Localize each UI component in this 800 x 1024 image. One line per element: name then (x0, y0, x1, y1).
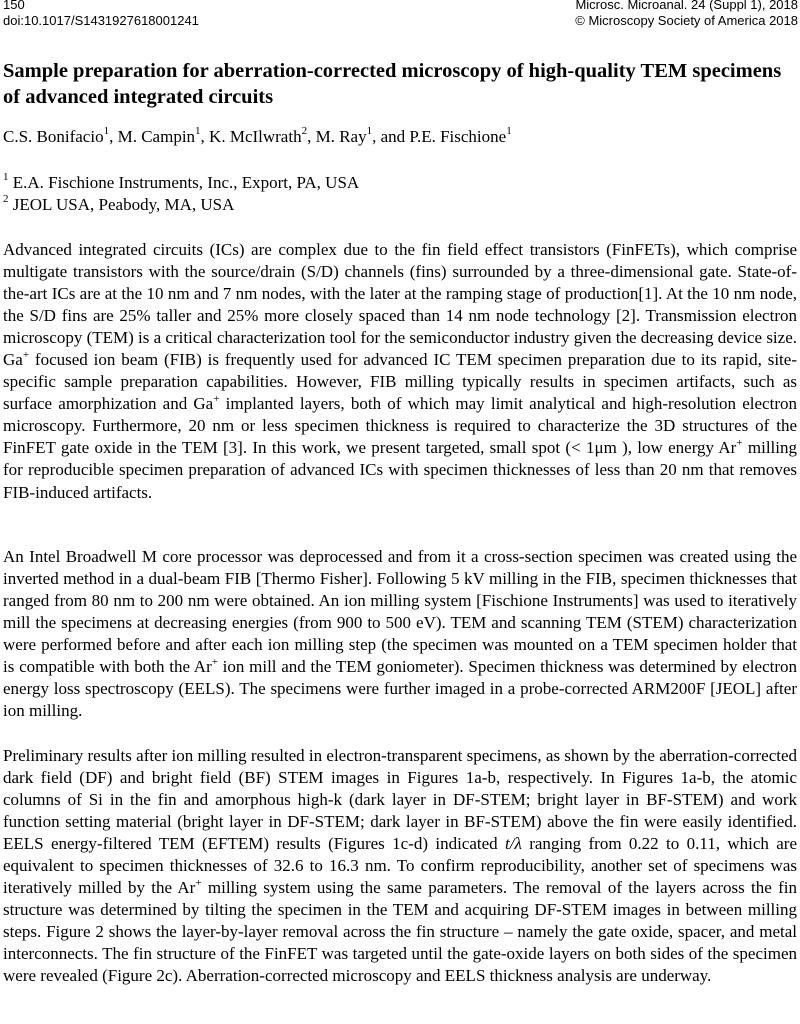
author-name: C.S. Bonifacio (3, 127, 104, 146)
italic-symbol: t/λ (505, 834, 522, 854)
affiliation-1 (3, 172, 793, 194)
author-affiliation-mark: 2 (301, 125, 308, 138)
affiliation-text: JEOL USA, Peabody, MA, USA (12, 195, 235, 214)
text-run: ion mill and the TEM goniometer). Specimen thickness was determined by electron energy loss spectroscopy (EELS). The specimens were further imaged in a probe-corrected ARM200F [JEOL] after ion milling. (3, 657, 797, 721)
author-affiliation-mark: 1 (103, 125, 110, 138)
author-affiliation-mark: 1 (366, 125, 373, 138)
superscript: + (195, 876, 202, 889)
author-name: K. McIlwrath (209, 127, 302, 146)
text-run: milling for reproducible specimen preparation of advanced ICs with specimen thicknesses of less than 20 nm that removes FIB-induced artifacts. (3, 438, 797, 502)
doi: doi:10.1017/S1431927618001241 (3, 13, 199, 28)
superscript: + (22, 348, 30, 361)
text-run: An Intel Broadwell M core processor was deprocessed and from it a cross-section specimen was created using the inverted method in a dual-beam FIB [Thermo Fisher]. Following 5 kV milling in the FIB, specimen thicknesses that ranged from 80 nm to 200 nm were obtained. An ion milling system [Fischione Instruments] was used to iteratively mill the specimens at decreasing energies (from 900 to 500 eV). TEM and scanning TEM (STEM) characterization were performed before and after each ion milling step (the specimen was mounted on a TEM specimen holder that is compatible with both the Ar (3, 547, 797, 677)
author-separator: , and (372, 127, 410, 146)
author-separator: , (307, 127, 316, 146)
paper-title: Sample preparation for aberration-corrected microscopy of high-quality TEM specimens of advanced integrated circuits (3, 60, 782, 108)
text-run: focused ion beam (FIB) is frequently used for advanced IC TEM specimen preparation due to its rapid, site-specific sample preparation capabilities. However, FIB milling typically results in specimen artifacts, such as surface amorphization and Ga (3, 350, 797, 414)
copyright: © Microscopy Society of America 2018 (575, 13, 798, 28)
affiliation-number: 2 (3, 193, 9, 206)
affiliation-2 (3, 194, 793, 216)
body-paragraph-results (3, 745, 797, 988)
header-right (575, 0, 798, 29)
author-affiliation-mark: 1 (506, 125, 512, 138)
superscript: + (736, 436, 743, 449)
author-name: M. Ray (315, 127, 367, 146)
text-run: milling system using the same parameters. The removal of the layers across the fin structure was determined by tilting the specimen in the TEM and acquiring DF-STEM images in between milling steps. Figure 2 shows the layer-by-layer removal across the fin structure – namely the gate oxide, spacer, and metal interconnects. The fin structure of the FinFET was targeted until the gate-oxide layers on both sides of the specimen were revealed (Figure 2c). Aberration-corrected microscopy and EELS thickness analysis are underway. (3, 878, 797, 986)
text-run: Preliminary results after ion milling resulted in electron-transparent specimens, as shown by the aberration-corrected dark field (DF) and bright field (BF) STEM images in Figures 1a-b, respectively. In Figures 1a-b, the atomic columns of Si in the fin and amorphous high-k (dark layer in DF-STEM; bright layer in BF-STEM) and work function setting material (bright layer in DF-STEM; dark layer in BF-STEM) above the fin were easily identified. EELS energy-filtered TEM (EFTEM) results (Figures 1c-d) indicated (3, 746, 798, 854)
author-name: M. Campin (117, 127, 196, 146)
body-paragraph-methods (3, 546, 797, 722)
header-left (3, 0, 199, 29)
author-name: P.E. Fischione (409, 127, 507, 146)
text-run: ranging from 0.22 to 0.11, which are equivalent to specimen thicknesses of 32.6 to 16.3 nm. To confirm reproducibility, another set of specimens was iteratively milled by the Ar (3, 834, 797, 898)
affiliation-text: E.A. Fischione Instruments, Inc., Export, PA, USA (12, 173, 360, 192)
author-separator: , (200, 127, 210, 146)
journal-citation: Microsc. Microanal. 24 (Suppl 1), 2018 (575, 0, 798, 12)
author-separator: , (109, 127, 118, 146)
body-paragraph-introduction (3, 239, 797, 504)
text-run: implanted layers, both of which may limit analytical and high-resolution electron microscopy. Furthermore, 20 nm or less specimen thickness is required to characterize the 3D structures of the FinFET gate oxide in the TEM [3]. In this work, we present targeted, small spot (< 1μm ), low energy Ar (3, 394, 797, 458)
superscript: + (213, 392, 220, 405)
author-list (3, 126, 793, 148)
author-affiliation-mark: 1 (195, 125, 201, 138)
page-number: 150 (3, 0, 25, 12)
text-run: Advanced integrated circuits (ICs) are complex due to the fin field effect transistors (FinFETs), which comprise multigate transistors with the source/drain (S/D) channels (fins) surrounded by a three-dimensional gate. State-of-the-art ICs are at the 10 nm and 7 nm nodes, with the later at the ramping stage of production[1]. At the 10 nm node, the S/D fins are 25% taller and 25% more closely spaced than 14 nm node technology [2]. Transmission electron microscopy (TEM) is a critical characterization tool for the semiconductor industry given the decreasing device size. Ga (3, 240, 797, 370)
affiliation-number: 1 (3, 171, 9, 184)
superscript: + (211, 655, 218, 668)
